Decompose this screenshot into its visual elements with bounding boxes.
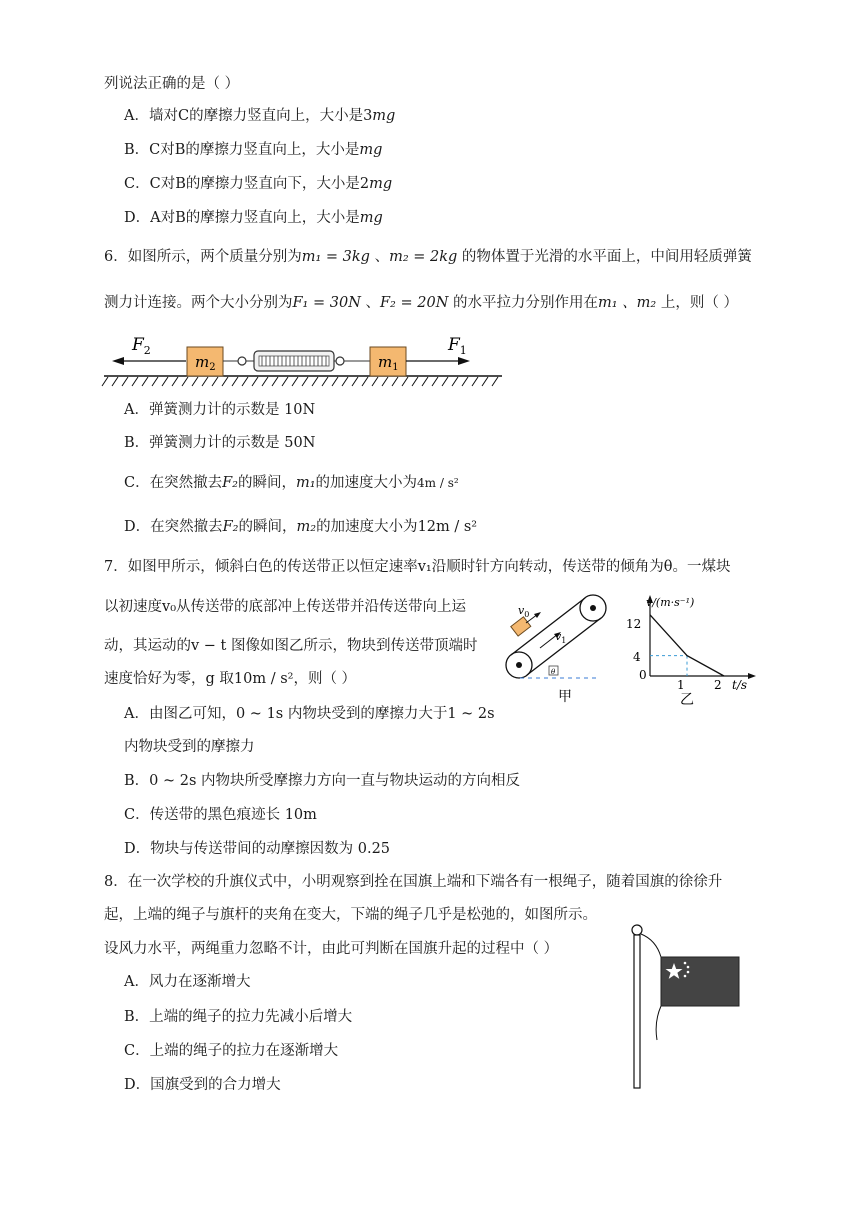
tick-label-x-1: 1 bbox=[677, 678, 685, 692]
q5-option-b: B．C对B的摩擦力竖直向上，大小是mg bbox=[124, 142, 383, 158]
q7-option-a-line2: 内物块受到的摩擦力 bbox=[124, 739, 255, 755]
q8-stem-line3: 设风力水平，两绳重力忽略不计，由此可判断在国旗升起的过程中（ ） bbox=[104, 941, 559, 957]
origin-label: 0 bbox=[639, 668, 647, 682]
fig-jia-caption: 甲 bbox=[558, 689, 572, 705]
q5-option-c: C．C对B的摩擦力竖直向下，大小是2mg bbox=[124, 176, 393, 192]
q5-option-a: A．墙对C的摩擦力竖直向上，大小是3mg bbox=[124, 108, 396, 124]
q8-option-a: A．风力在逐渐增大 bbox=[124, 974, 251, 990]
q6-option-d: D．在突然撤去F₂的瞬间，m₂的加速度大小为12m / s² bbox=[124, 519, 478, 535]
x-axis-label: t/s bbox=[732, 678, 748, 692]
pole-top-ball bbox=[632, 925, 642, 935]
q5-option-d: D．A对B的摩擦力竖直向上，大小是mg bbox=[124, 210, 383, 226]
small-star-icon bbox=[687, 966, 690, 969]
m1-label: $m_1$ bbox=[378, 353, 399, 373]
belt-bottom bbox=[527, 618, 601, 675]
f1-arrow-head bbox=[458, 357, 470, 365]
q7-option-c: C．传送带的黑色痕迹长 10m bbox=[124, 807, 317, 823]
ground-hatch bbox=[102, 377, 498, 386]
q5-stem-tail: 列说法正确的是（ ） bbox=[104, 76, 240, 92]
v1-label: $v_1$ bbox=[555, 630, 567, 645]
q6-spring-figure bbox=[100, 328, 510, 392]
small-star-icon bbox=[684, 975, 687, 978]
q7-option-a-line1: A．由图乙可知，0 ~ 1s 内物块受到的摩擦力大于1 ~ 2s bbox=[124, 706, 495, 722]
q6-stem-line2: 测力计连接。两个大小分别为F₁ = 30N 、F₂ = 20N 的水平拉力分别作用在m₁ 、m₂ 上，则（ ） bbox=[104, 295, 738, 311]
v0-label: $v_0$ bbox=[518, 604, 530, 619]
flag bbox=[661, 957, 739, 1006]
q8-option-c: C．上端的绳子的拉力在逐渐增大 bbox=[124, 1043, 339, 1059]
q7-option-b: B．0 ~ 2s 内物块所受摩擦力方向一直与物块运动的方向相反 bbox=[124, 773, 521, 789]
upper-rope bbox=[641, 934, 661, 957]
q7-stem-line1: 7．如图甲所示，倾斜白色的传送带正以恒定速率v₁沿顺时针方向转动，传送带的倾角为θ。一煤块 bbox=[104, 559, 731, 575]
m2-label: $m_2$ bbox=[195, 353, 216, 373]
q8-stem-line2: 起，上端的绳子与旗杆的夹角在变大，下端的绳子几乎是松弛的，如图所示。 bbox=[104, 907, 597, 923]
hook-left-icon bbox=[238, 357, 246, 365]
f2-arrow-head bbox=[112, 357, 124, 365]
flag-pole bbox=[634, 935, 640, 1088]
q8-stem-line1: 8．在一次学校的升旗仪式中，小明观察到拴在国旗上端和下端各有一根绳子，随着国旗的徐徐升 bbox=[104, 874, 723, 890]
q7-conveyor-figure bbox=[500, 588, 620, 706]
q7-stem-line3: 动，其运动的v − t 图像如图乙所示，物块到传送带顶端时 bbox=[104, 638, 478, 654]
y-axis-label: v/(m·s⁻¹) bbox=[646, 596, 695, 609]
q7-vt-chart bbox=[622, 588, 762, 706]
lower-rope bbox=[656, 1006, 661, 1040]
small-star-icon bbox=[684, 962, 687, 965]
q7-stem-line2: 以初速度v₀从传送带的底部冲上传送带并沿传送带向上运 bbox=[104, 599, 467, 615]
tick-label-y-4: 4 bbox=[633, 650, 641, 664]
q6-stem-line1: 6．如图所示，两个质量分别为m₁ = 3kg 、m₂ = 2kg 的物体置于光滑的水平面上，中间用轻质弹簧 bbox=[104, 249, 752, 265]
q8-option-b: B．上端的绳子的拉力先减小后增大 bbox=[124, 1009, 353, 1025]
q8-flag-figure bbox=[626, 922, 746, 1092]
q8-option-d: D．国旗受到的合力增大 bbox=[124, 1077, 281, 1093]
q7-option-d: D．物块与传送带间的动摩擦因数为 0.25 bbox=[124, 841, 391, 857]
f1-label: $F_1$ bbox=[448, 335, 467, 357]
tick-label-x-2: 2 bbox=[714, 678, 722, 692]
q7-stem-line4: 速度恰好为零，g 取10m / s²，则（ ） bbox=[104, 671, 357, 687]
q6-option-b: B．弹簧测力计的示数是 50N bbox=[124, 435, 316, 451]
q6-option-a: A．弹簧测力计的示数是 10N bbox=[124, 402, 316, 418]
svg-text:θ: θ bbox=[551, 668, 556, 676]
small-star-icon bbox=[687, 971, 690, 974]
x-axis-arrow-icon bbox=[748, 673, 756, 679]
fig-yi-caption: 乙 bbox=[680, 692, 694, 708]
hook-right-icon bbox=[336, 357, 344, 365]
vt-series-line bbox=[650, 615, 724, 676]
q6-option-c: C．在突然撤去F₂的瞬间，m₁的加速度大小为4m / s² bbox=[124, 475, 459, 491]
tick-label-y-12: 12 bbox=[626, 617, 642, 631]
f2-label: $F_2$ bbox=[132, 335, 151, 357]
coal-block bbox=[511, 617, 531, 636]
